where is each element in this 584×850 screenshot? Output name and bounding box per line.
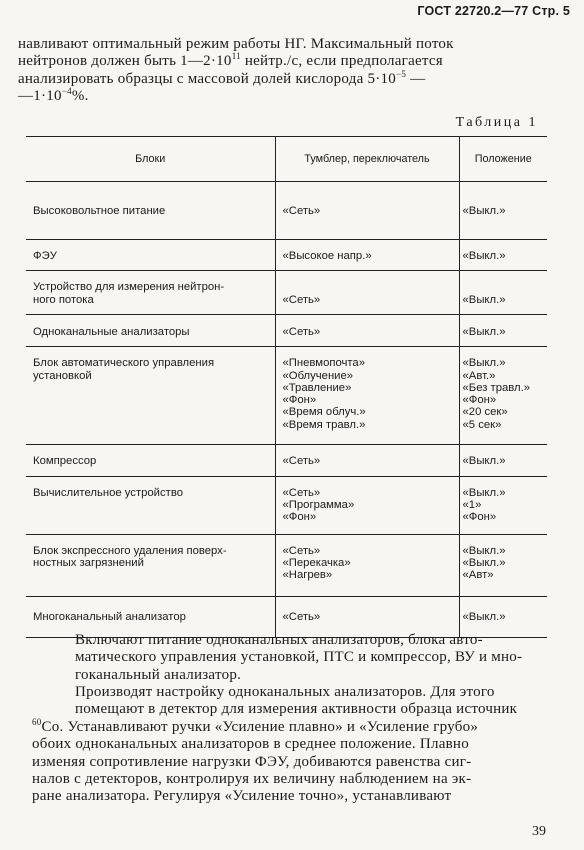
paragraph2-line: Включают питание одноканальных анализаторов, блока авто-: [75, 632, 483, 648]
block-cell-line: Блок автоматического управления: [33, 357, 215, 370]
paragraph3-line-2: помещают в детектор для измерения активности образца источник: [75, 701, 518, 718]
block-cell: [26, 271, 275, 315]
position-cell-line: «Выкл.»: [462, 205, 506, 218]
position-cell-line: «1»: [462, 498, 482, 511]
intro-line-1: навливают оптимальный режим работы НГ. Максимальный поток: [18, 36, 454, 52]
switch-cell-line: «Сеть»: [282, 486, 321, 499]
position-cell-line: «Выкл.»: [462, 486, 506, 499]
block-cell-line: Многоканальный анализатор: [33, 611, 186, 624]
intro-line-3a: анализировать образцы с массовой долей кислорода 5·10: [18, 70, 397, 87]
header-position: Положение: [459, 137, 547, 182]
position-cell-line: [463, 281, 548, 293]
switch-cell-line: «Сеть»: [282, 325, 321, 338]
block-cell-line: Одноканальные анализаторы: [33, 325, 190, 338]
block-cell: [26, 182, 275, 240]
intro-line-4a: —1·10: [18, 88, 62, 105]
switch-cell-line: «Время травл.»: [282, 418, 366, 431]
block-cell: [26, 315, 275, 347]
switch-cell: [275, 315, 459, 347]
switch-cell: [275, 476, 459, 534]
position-cell: [459, 182, 547, 240]
position-cell-line: «Выкл.»: [462, 556, 506, 569]
position-cell-line: «Выкл.»: [462, 544, 506, 557]
position-cell: [459, 315, 547, 347]
switch-cell-line: «Фон»: [282, 511, 317, 524]
position-cell-line: «Авт.»: [462, 369, 496, 382]
position-cell: [459, 347, 547, 445]
position-cell: [459, 240, 547, 271]
block-cell-line: Вычислительное устройство: [33, 486, 183, 499]
position-cell-line: «Выкл.»: [462, 455, 506, 468]
switch-cell-line: «Сеть»: [282, 544, 321, 557]
block-cell: [26, 534, 275, 596]
block-cell-line: установкой: [33, 369, 92, 382]
switch-cell-line: «Нагрев»: [282, 569, 333, 582]
paragraph3-line-6: налов с детекторов, контролируя их величину наблюдением на эк-: [32, 771, 472, 788]
intro-line-2a: нейтронов должен быть 1—2·10: [18, 53, 232, 70]
table-row: [26, 534, 547, 596]
table-row: [26, 182, 547, 240]
position-cell-line: «Выкл.»: [462, 357, 506, 370]
block-cell: [26, 445, 275, 476]
paragraph3-line-3: Со. Устанавливают ручки «Усиление плавно» и «Усиление грубо»: [41, 718, 479, 735]
block-cell: [26, 240, 275, 271]
block-cell: [26, 347, 275, 445]
paragraph3-line-1: Производят настройку одноканальных анализаторов. Для этого: [75, 684, 495, 700]
paragraph3-line-5: изменяя сопротивление нагрузки ФЭУ, добиваются равенства сиг-: [32, 753, 472, 770]
switch-cell-line: [283, 281, 456, 293]
paragraph2-line: матического управления установкой, ПТС и компрессор, ВУ и мно-: [75, 649, 523, 666]
block-cell-line: ФЭУ: [33, 250, 57, 262]
block-cell-line: ностных загрязнений: [33, 556, 144, 569]
switch-cell-line: «Сеть»: [282, 293, 321, 306]
switch-cell-line: «Высокое напр.»: [282, 250, 372, 262]
table-header-row: [26, 137, 547, 182]
block-cell-line: Устройство для измерения нейтрон-: [33, 281, 225, 294]
position-cell-line: «Фон»: [462, 511, 497, 524]
position-cell-line: «Выкл.»: [462, 250, 506, 262]
table-row: [26, 596, 547, 637]
block-cell-line: Компрессор: [33, 455, 97, 468]
intro-exponent-minus4: −4: [61, 86, 72, 97]
block-cell-line: ного потока: [33, 293, 94, 306]
position-cell: [459, 271, 547, 315]
switch-cell-line: «Время облуч.»: [282, 406, 366, 419]
paragraph-power-on: [32, 632, 546, 684]
block-cell: [26, 476, 275, 534]
position-cell-line: «Фон»: [462, 394, 497, 407]
switch-cell-line: «Фон»: [282, 394, 317, 407]
switch-cell: [275, 596, 459, 637]
position-cell-line: «Без травл.»: [462, 381, 531, 394]
paragraph-tuning: [32, 684, 546, 806]
intro-exponent-11: 11: [231, 51, 241, 62]
intro-line-2b: нейтр./с, если предполагается: [240, 53, 443, 70]
block-cell-line: Высоковольтное питание: [33, 205, 166, 218]
intro-line-4b: %.: [71, 88, 89, 105]
header-blocks: Блоки: [26, 137, 275, 182]
position-cell-line: «5 сек»: [462, 418, 502, 431]
position-cell: [459, 534, 547, 596]
switch-cell: [275, 182, 459, 240]
isotope-mass-number: 60: [32, 716, 42, 727]
switch-cell-line: «Травление»: [282, 381, 352, 394]
table-row: [26, 347, 547, 445]
table-row: [26, 476, 547, 534]
paragraph3-line-4: обоих одноканальных анализаторов в среднее положение. Плавно: [32, 736, 469, 753]
switch-cell-line: «Сеть»: [282, 611, 321, 624]
page-number: 39: [532, 824, 546, 839]
intro-exponent-minus5: −5: [396, 68, 407, 79]
position-cell-line: «Авт»: [462, 569, 494, 582]
position-cell-line: «Выкл.»: [462, 293, 506, 306]
block-cell-line: Блок экспрессного удаления поверх-: [33, 544, 227, 557]
table-row: [26, 445, 547, 476]
table-caption: Таблица 1: [455, 115, 538, 130]
settings-table: [26, 136, 547, 638]
switch-cell-line: «Пневмопочта»: [282, 357, 365, 370]
paragraph3-line-7: ране анализатора. Регулируя «Усиление точно», устанавливают: [32, 788, 452, 805]
switch-cell-line: «Сеть»: [282, 455, 321, 468]
block-cell: [26, 596, 275, 637]
table-body: [26, 182, 547, 638]
position-cell: [459, 596, 547, 637]
switch-cell-line: «Сеть»: [282, 205, 321, 218]
switch-cell-line: «Перекачка»: [282, 556, 351, 569]
table-row: [26, 315, 547, 347]
header-switch: Тумблер, переключатель: [275, 137, 459, 182]
switch-cell: [275, 347, 459, 445]
intro-line-3b: —: [406, 70, 426, 87]
position-cell-line: «Выкл.»: [462, 325, 506, 338]
intro-paragraph: [18, 36, 544, 106]
position-cell-line: «Выкл.»: [462, 611, 506, 624]
position-cell-line: «20 сек»: [462, 406, 508, 419]
position-cell: [459, 476, 547, 534]
table-row: [26, 240, 547, 271]
switch-cell: [275, 240, 459, 271]
switch-cell-line: «Облучение»: [282, 369, 354, 382]
paragraph2-line: гоканальный анализатор.: [75, 666, 242, 683]
switch-cell-line: «Программа»: [282, 498, 355, 511]
switch-cell: [275, 271, 459, 315]
position-cell: [459, 445, 547, 476]
page-header: ГОСТ 22720.2—77 Стр. 5: [417, 4, 570, 18]
switch-cell: [275, 534, 459, 596]
table-row: [26, 271, 547, 315]
switch-cell: [275, 445, 459, 476]
